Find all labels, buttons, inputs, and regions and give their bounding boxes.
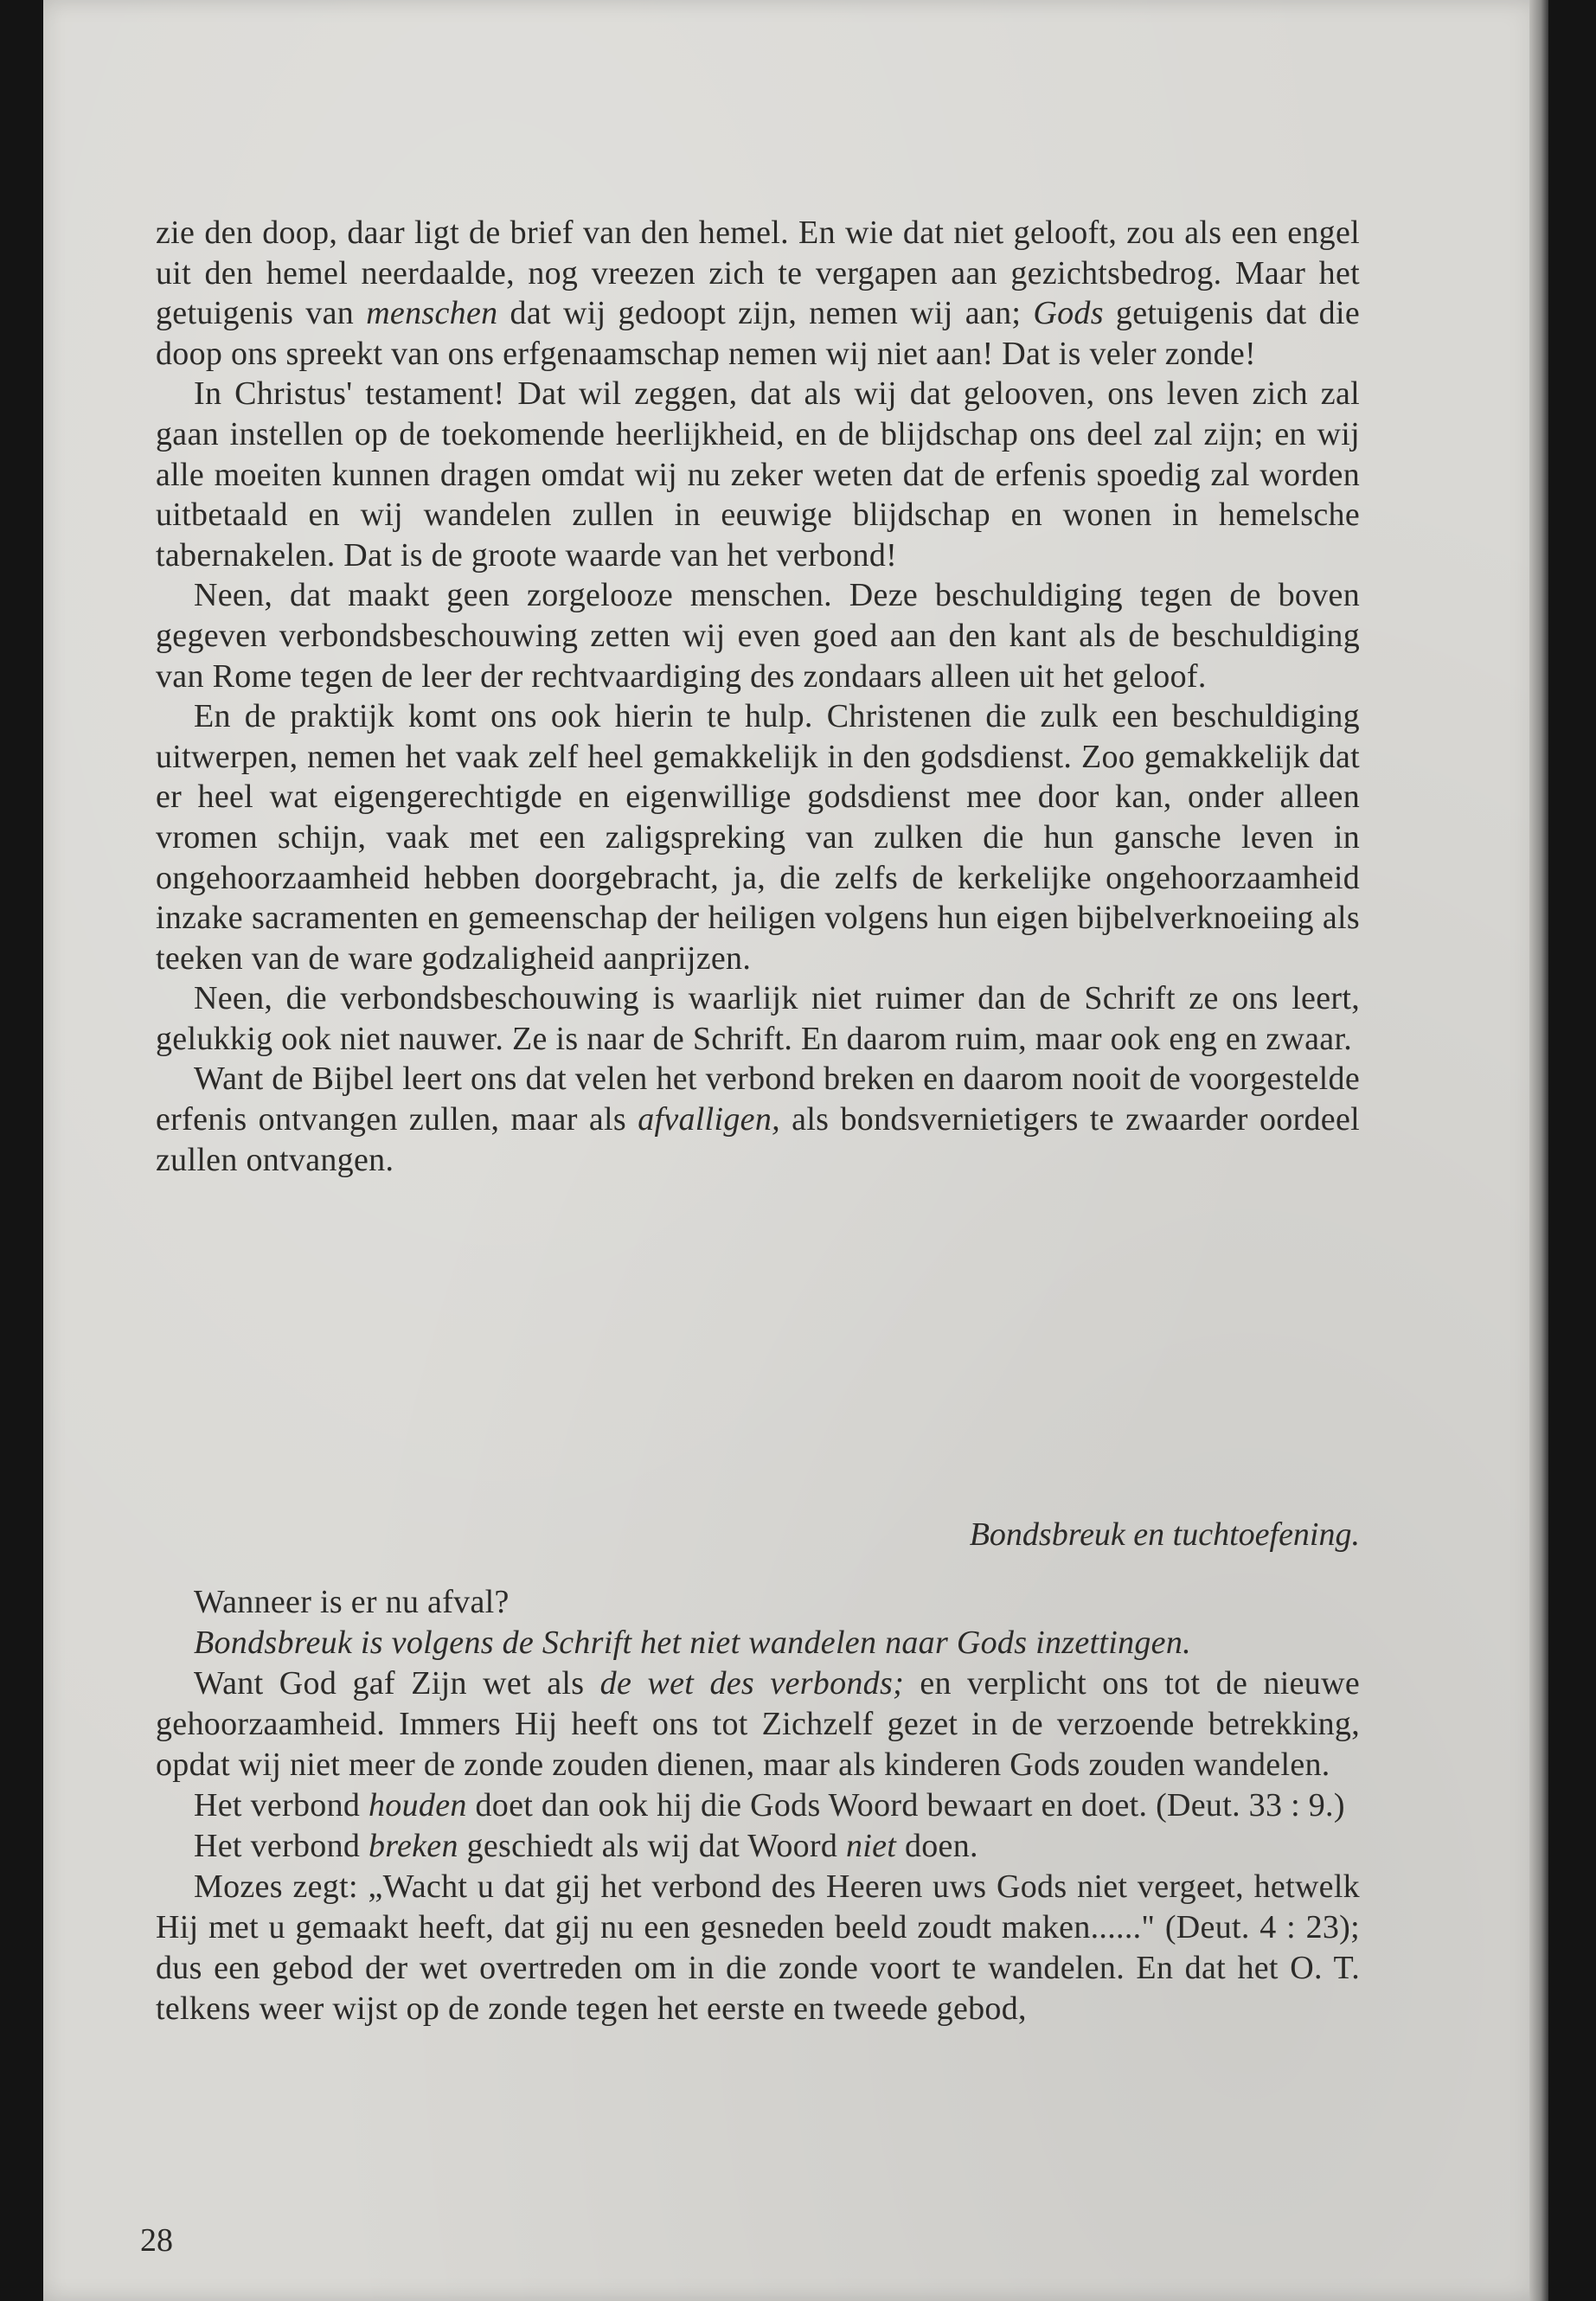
text-run: en verplicht ons tot de nieuwe gehoorzaamheid. Immers Hij heeft ons tot Zichzelf gezet in de verzoende betrekking, opdat wij niet meer de zonde zouden dienen, maar als kinderen Gods zouden wandelen. [156,1665,1360,1783]
italic-text: menschen [366,295,498,332]
page-edge-shadow [1529,0,1548,2301]
paragraph [156,1059,1360,1180]
italic-text: Bondsbreuk is volgens de Schrift het niet wandelen naar Gods inzettingen. [194,1625,1191,1661]
text-run: zie den doop, daar ligt de brief van den hemel. En wie dat niet gelooft, zou als een engel uit den hemel neerdaalde, nog vreezen zich te vergapen aan gezichtsbedrog. Maar het getuigenis van [156,215,1360,332]
text-run: En de praktijk komt ons ook hierin te hulp. Christenen die zulk een beschuldiging uitwerpen, nemen het vaak zelf heel gemakkelijk in den godsdienst. Zoo gemakkelijk dat er heel wat eigengerechtigde en eigenwillige godsdienst mee door kan, onder alleen vromen schijn, vaak met een zaligspreking van zulken die hun gansche leven in ongehoorzaamheid hebben doorgebracht, ja, die zelfs de kerkelijke ongehoorzaamheid inzake sacramenten en gemeenschap der heiligen volgens hun eigen bijbelverknoeiing als teeken van de ware godzaligheid aanprijzen. [156,698,1360,977]
text-run: Want God gaf Zijn wet als [194,1665,600,1702]
text-run: Neen, dat maakt geen zorgelooze menschen. Deze beschuldiging tegen de boven gegeven verbondsbeschouwing zetten wij even goed aan den kant als de beschuldiging van Rome tegen de leer der rechtvaardiging des zondaars alleen uit het geloof. [156,577,1360,695]
book-page [43,0,1548,2301]
text-run: Wanneer is er nu afval? [194,1584,510,1620]
paragraph [156,575,1360,696]
paragraph [156,1867,1360,2029]
paragraph [156,213,1360,374]
paragraph [156,1826,1360,1867]
italic-text: Gods [1033,295,1104,332]
paragraph [156,696,1360,978]
text-run: getuigenis dat die doop ons spreekt van ons erfgenaamschap nemen wij niet aan! Dat is veler zonde! [156,295,1360,372]
section-heading-text: Bondsbreuk en tuchtoefening. [969,1516,1360,1553]
paragraph [156,1663,1360,1785]
italic-text: houden [369,1787,467,1823]
italic-text: afvalligen, [638,1101,780,1138]
paragraph [156,374,1360,575]
paragraph [156,1785,1360,1826]
paragraph [156,1623,1360,1663]
paragraph [156,978,1360,1059]
body-text-bottom [156,1582,1360,2029]
text-run: als bondsvernietigers te zwaarder oordeel zullen ontvangen. [156,1101,1360,1178]
page-number: 28 [140,2222,173,2259]
section-heading [156,1515,1360,1554]
text-run: Neen, die verbondsbeschouwing is waarlijk niet ruimer dan de Schrift ze ons leert, gelukkig ook niet nauwer. Ze is naar de Schrift. En daarom ruim, maar ook eng en zwaar. [156,980,1360,1057]
italic-text: breken [369,1828,458,1864]
text-run: Het verbond [194,1787,369,1823]
text-run: In Christus' testament! Dat wil zeggen, dat als wij dat gelooven, ons leven zich zal gaan instellen op de toekomende heerlijkheid, en de blijdschap ons deel zal zijn; en wij alle moeiten kunnen dragen omdat wij nu zeker weten dat de erfenis spoedig zal worden uitbetaald en wij wandelen zullen in eeuwige blijdschap en wonen in hemelsche tabernakelen. Dat is de groote waarde van het verbond! [156,375,1360,574]
italic-text: niet [845,1828,897,1864]
text-run: dat wij gedoopt zijn, nemen wij aan; [497,295,1034,332]
text-run: doen. [896,1828,978,1864]
text-run: doet dan ook hij die Gods Woord bewaart en doet. (Deut. 33 : 9.) [466,1787,1345,1823]
text-run: Want de Bijbel leert ons dat velen het verbond breken en daarom nooit de voorgestelde erfenis ontvangen zullen, maar als [156,1061,1360,1138]
text-run: geschiedt als wij dat Woord [458,1828,846,1864]
text-run: Het verbond [194,1828,369,1864]
italic-text: de wet des verbonds; [599,1665,905,1702]
text-run: Mozes zegt: „Wacht u dat gij het verbond des Heeren uws Gods niet vergeet, hetwelk Hij met u gemaakt heeft, dat gij nu een gesneden beeld zoudt maken......" (Deut. 4 : 23); dus een gebod der wet overtreden om in die zonde voort te wandelen. En dat het O. T. telkens weer wijst op de zonde tegen het eerste en tweede gebod, [156,1868,1360,2027]
body-text-top [156,213,1360,1180]
paragraph [156,1582,1360,1623]
